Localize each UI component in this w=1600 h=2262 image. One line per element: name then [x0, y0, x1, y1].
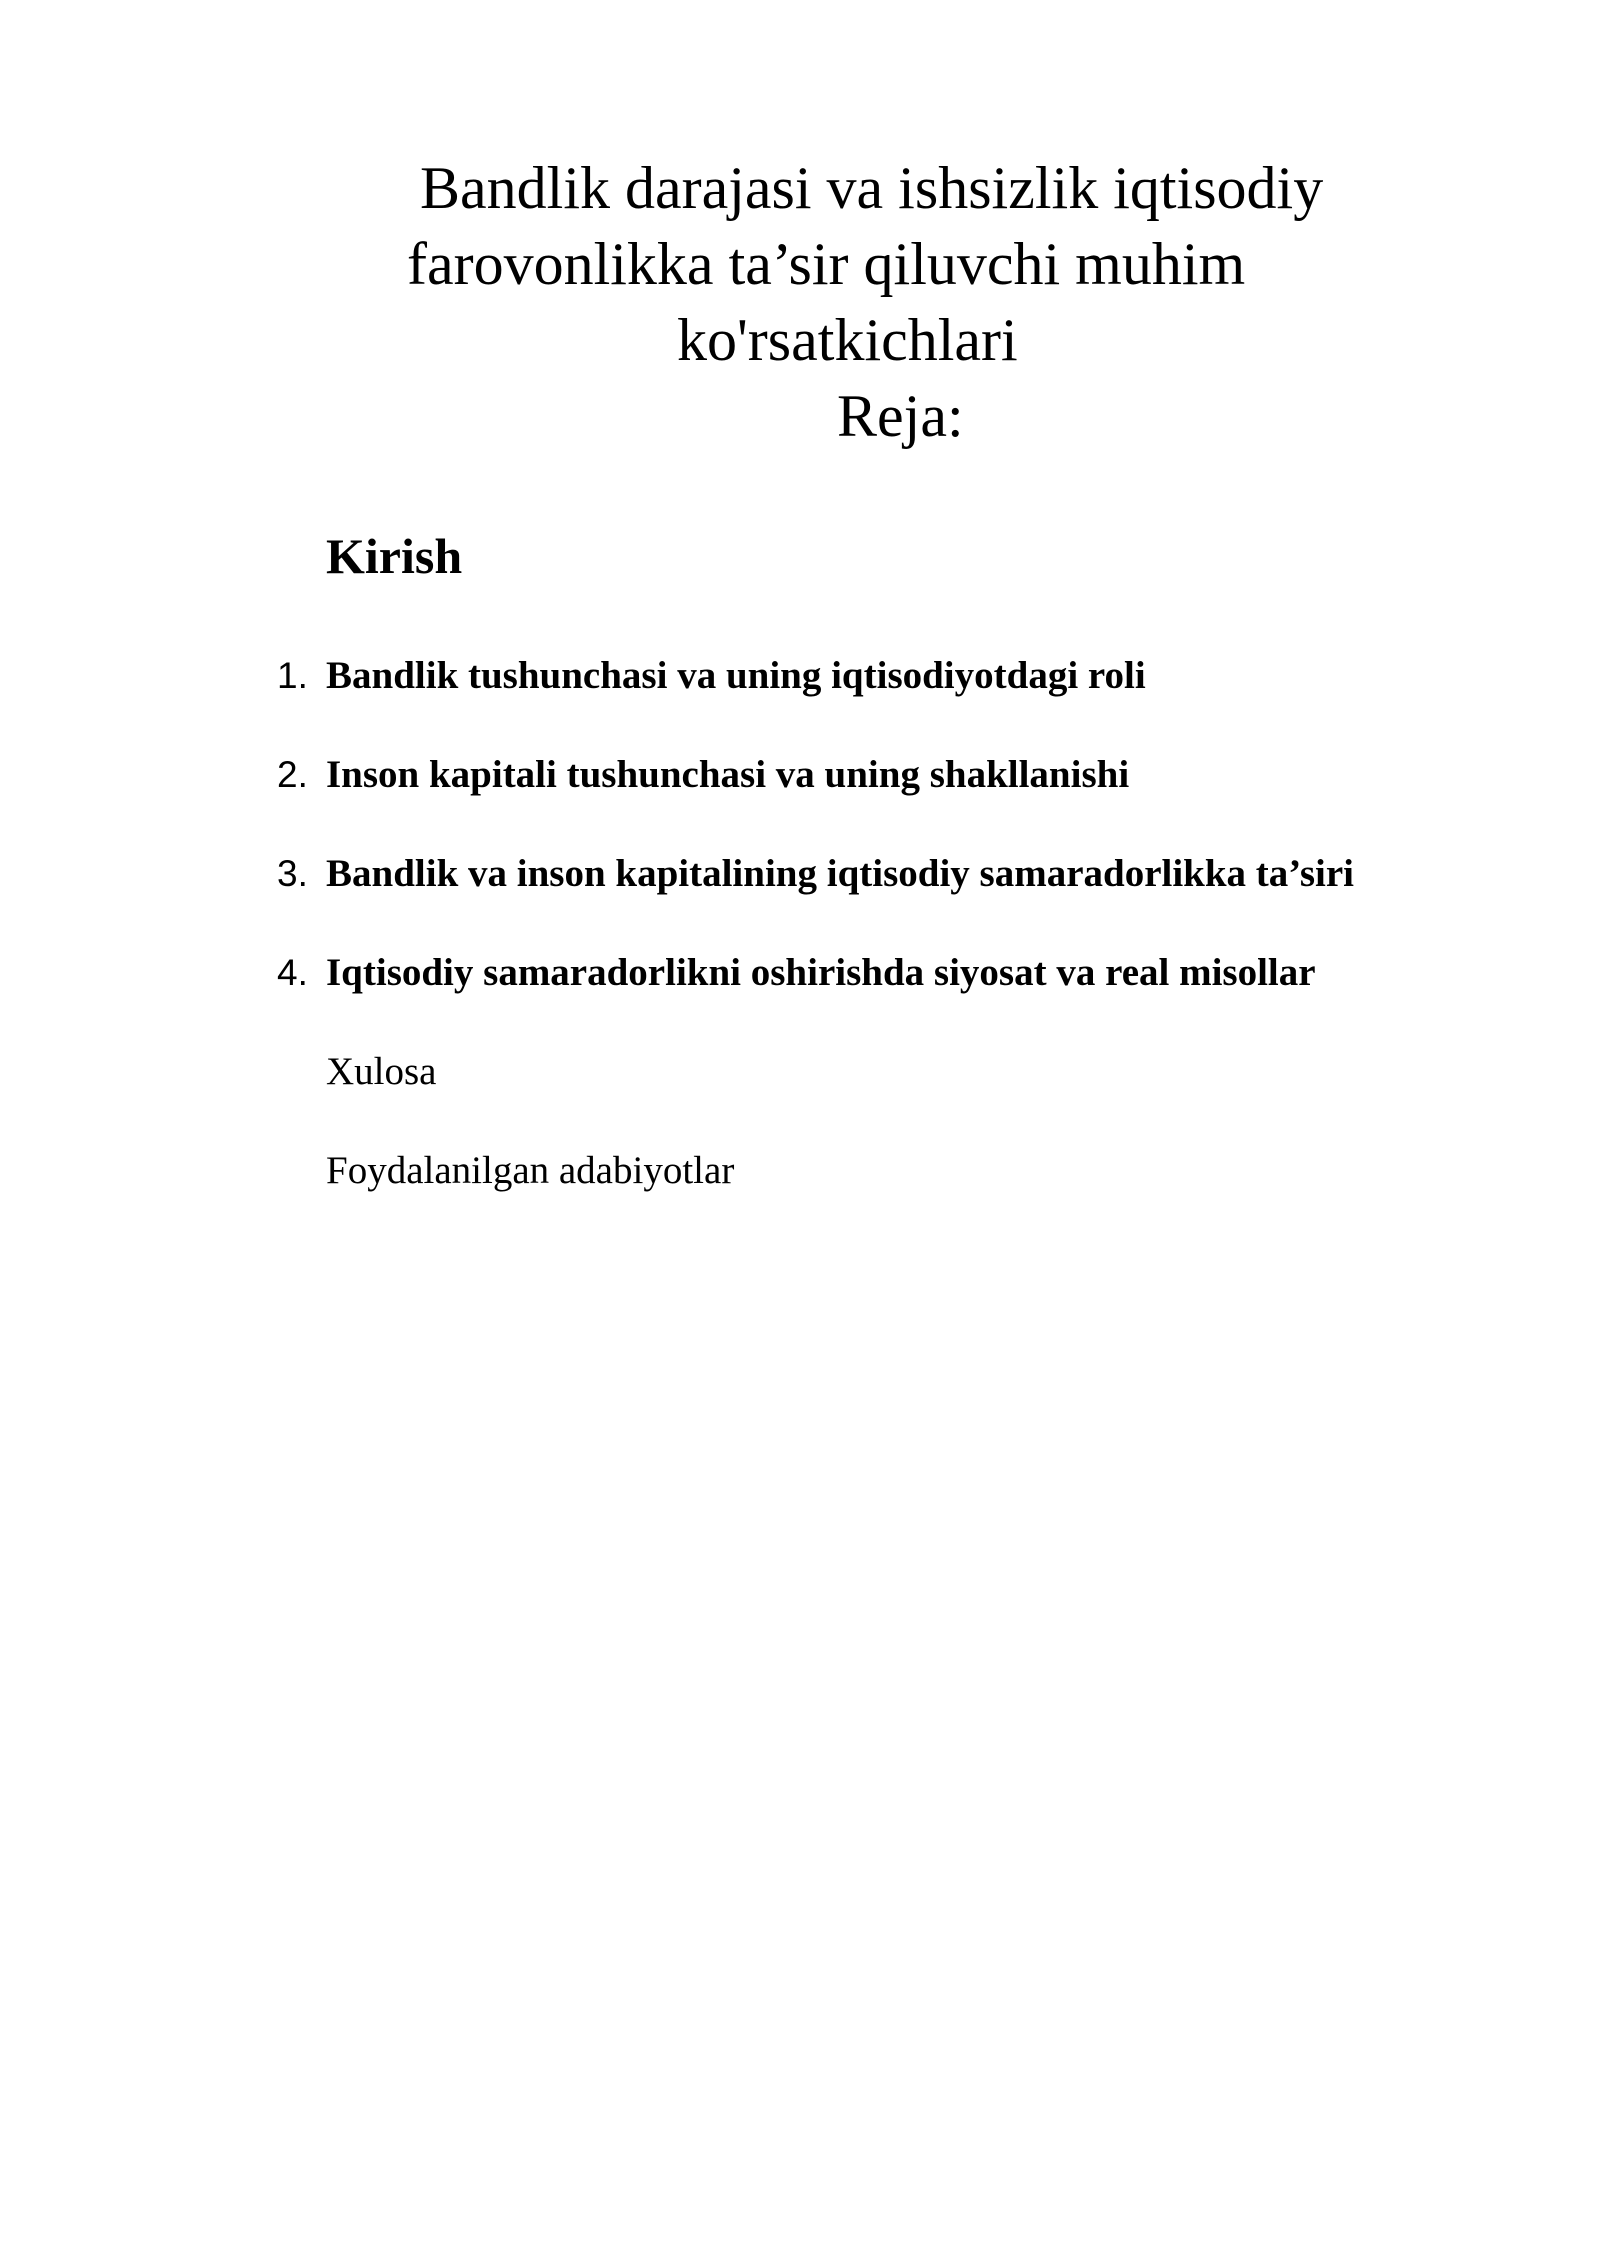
references-item: Foydalanilgan adabiyotlar — [326, 1149, 735, 1192]
plan-item — [270, 650, 1570, 749]
title-line-1: Bandlik darajasi va ishsizlik iqtisodiy — [420, 155, 1324, 221]
intro-heading: Kirish — [326, 528, 463, 584]
conclusion-item: Xulosa — [326, 1050, 437, 1093]
plan-item-number: 3. — [277, 853, 308, 894]
title-line-3: ko'rsatkichlari — [677, 307, 1018, 373]
plan-item-number: 2. — [277, 754, 308, 795]
title-line-2: farovonlikka ta’sir qiluvchi muhim — [407, 231, 1246, 297]
plan-item — [270, 749, 1570, 848]
plan-heading: Reja: — [837, 383, 964, 449]
plan-item-text: Inson kapitali tushunchasi va uning shakllanishi — [326, 753, 1130, 796]
plan-item — [270, 947, 1570, 1046]
plan-item-text: Iqtisodiy samaradorlikni oshirishda siyosat va real misollar — [326, 951, 1316, 994]
plan-list — [270, 650, 1570, 1046]
plan-item-text: Bandlik tushunchasi va uning iqtisodiyotdagi roli — [326, 654, 1146, 697]
plan-item — [270, 848, 1570, 947]
plan-item-text: Bandlik va inson kapitalining iqtisodiy samaradorlikka ta’siri — [326, 852, 1354, 895]
plan-item-number: 1. — [277, 655, 308, 696]
plan-item-number: 4. — [277, 952, 308, 993]
